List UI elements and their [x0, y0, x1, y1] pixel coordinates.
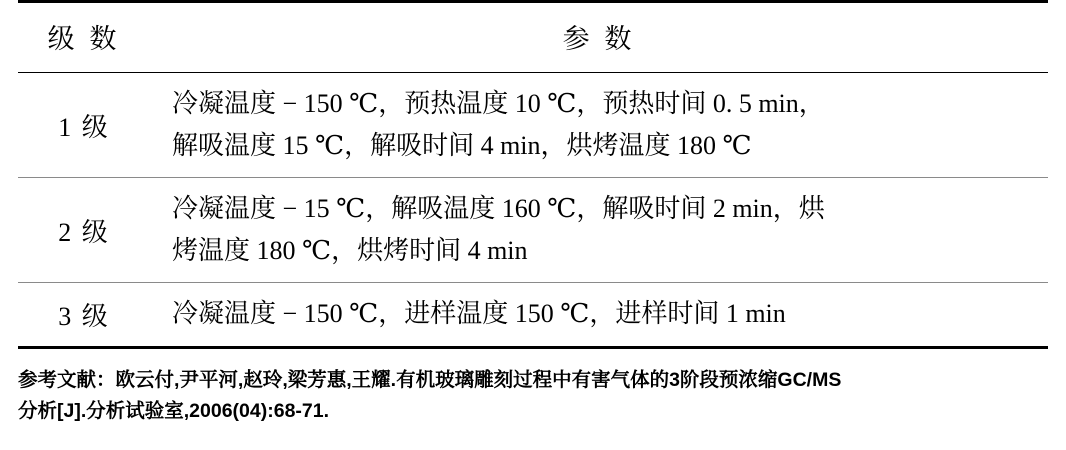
parameter-line: 冷凝温度 − 150 ℃，预热温度 10 ℃，预热时间 0. 5 min，	[172, 89, 825, 118]
cell-level: 3 级	[18, 283, 150, 347]
column-header-level: 级 数	[18, 2, 150, 73]
parameters-table	[18, 0, 1048, 349]
table-row	[18, 283, 1048, 347]
reference-line: 分析[J].分析试验室,2006(04):68-71.	[18, 400, 330, 423]
table-row	[18, 73, 1048, 178]
parameter-line: 烤温度 180 ℃，烘烤时间 4 min	[172, 236, 528, 266]
table-row	[18, 178, 1048, 283]
reference-line: 参考文献：欧云付,尹平河,赵玲,梁芳惠,王耀.有机玻璃雕刻过程中有害气体的3阶段预浓缩GC/MS	[18, 368, 842, 391]
cell-parameters	[150, 73, 1048, 178]
reference-block	[18, 365, 1048, 428]
cell-parameters	[150, 283, 1048, 347]
parameter-line: 冷凝温度 − 15 ℃，解吸温度 160 ℃，解吸时间 2 min，烘	[172, 194, 825, 224]
parameter-line: 冷凝温度 − 150 ℃，进样温度 150 ℃，进样时间 1 min	[172, 299, 786, 329]
cell-parameters	[150, 178, 1048, 283]
table-body	[18, 73, 1048, 348]
parameter-line: 解吸温度 15 ℃，解吸时间 4 min，烘烤温度 180 ℃	[172, 131, 752, 161]
cell-level: 1 级	[18, 73, 150, 178]
column-header-parameters: 参 数	[150, 2, 1048, 73]
table-header	[18, 2, 1048, 73]
cell-level: 2 级	[18, 178, 150, 283]
